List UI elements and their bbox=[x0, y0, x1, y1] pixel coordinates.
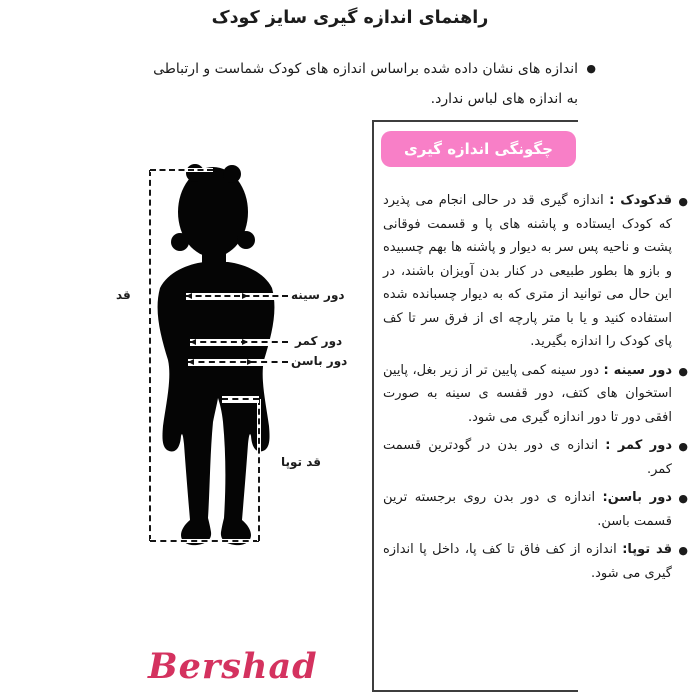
height-bottom-tick bbox=[150, 539, 259, 543]
panel-border-bottom bbox=[372, 690, 578, 692]
bullet-dot-icon: ● bbox=[678, 544, 688, 557]
waist-measure-line bbox=[190, 339, 288, 346]
instruction-item-hip bbox=[383, 486, 688, 533]
arrow-right-icon bbox=[242, 293, 248, 299]
bullet-dot-icon: ● bbox=[678, 195, 688, 208]
instruction-text: اندازه ی دور بدن روی برجسته ترین قسمت باسن. bbox=[383, 490, 672, 529]
chest-label: دور سینه bbox=[291, 288, 345, 302]
instruction-lead: دور کمر : bbox=[605, 438, 672, 453]
intro-line-2 bbox=[144, 84, 596, 114]
hip-measure-line bbox=[188, 359, 288, 366]
inseam-measure-line bbox=[257, 399, 261, 541]
bullet-dot-icon: ● bbox=[678, 492, 688, 505]
instruction-lead: قد توپا: bbox=[622, 542, 672, 557]
crotch-tick bbox=[222, 396, 259, 403]
bullet-dot-icon: ● bbox=[586, 62, 596, 75]
waist-label: دور کمر bbox=[295, 334, 343, 348]
bullet-dot-icon: ● bbox=[678, 364, 688, 378]
instruction-list bbox=[383, 189, 688, 590]
arrow-right-icon bbox=[247, 359, 253, 365]
page-title: راهنمای اندازه گیری سایز کودک bbox=[211, 8, 489, 28]
hip-label: دور باسن bbox=[291, 354, 348, 368]
instruction-text: اندازه از کف فاق تا کف پا، داخل پا اندازه گیری می شود. bbox=[383, 542, 672, 581]
panel-header: چگونگی اندازه گیری bbox=[381, 131, 576, 167]
instruction-lead: دور باسن: bbox=[602, 490, 672, 505]
height-measure-line bbox=[148, 170, 152, 541]
instruction-item-chest bbox=[383, 359, 688, 430]
intro-note bbox=[144, 54, 596, 114]
child-silhouette bbox=[150, 164, 282, 549]
intro-line-1 bbox=[144, 54, 596, 84]
arrow-left-icon bbox=[186, 293, 192, 299]
height-top-tick bbox=[150, 168, 213, 172]
height-label: قد bbox=[116, 288, 131, 302]
brand-logo: Bershad bbox=[148, 646, 318, 687]
intro-line-1-text: اندازه های نشان داده شده براساس اندازه های کودک شماست و ارتباطی bbox=[153, 61, 578, 77]
arrow-right-icon bbox=[242, 339, 248, 345]
instruction-text: اندازه گیری قد در حالی انجام می پذیرد که کودک ایستاده و پاشنه های پا و قسمت فوقانی پشت و ناحیه پس سر به دیوار و پاشنه ها بهم چسبیده و بازو ها بطور طبیعی در کنار بدن آویزان باشند، در این حال می توانید از متری که به دیوار چسبانده شده استفاده کنید و یا با متر پارچه ای از فرق سر تا کف پای کودک را اندازه بگیرید. bbox=[383, 193, 672, 349]
inseam-label: قد توپا bbox=[281, 455, 322, 469]
chest-measure-line bbox=[186, 293, 288, 300]
instruction-text: دور سینه کمی پایین تر از زیر بغل، پایین استخوان های کتف، دور قفسه ی سینه به صورت افقی دور تا دور اندازه گیری می شود. bbox=[383, 362, 672, 425]
instruction-lead: دور سینه : bbox=[603, 362, 672, 378]
instruction-item-waist bbox=[383, 434, 688, 481]
bullet-dot-icon: ● bbox=[678, 440, 688, 453]
instruction-item-inseam bbox=[383, 538, 688, 585]
arrow-left-icon bbox=[188, 359, 194, 365]
instruction-text: اندازه ی دور بدن در گودترین قسمت کمر. bbox=[383, 438, 672, 477]
instruction-item-height bbox=[383, 189, 688, 354]
intro-line-2-text: به اندازه های لباس ندارد. bbox=[430, 91, 578, 107]
panel-border-top bbox=[372, 120, 578, 122]
arrow-left-icon bbox=[190, 339, 196, 345]
panel-border-left bbox=[372, 120, 374, 690]
instruction-lead: قدکودک : bbox=[609, 193, 672, 208]
